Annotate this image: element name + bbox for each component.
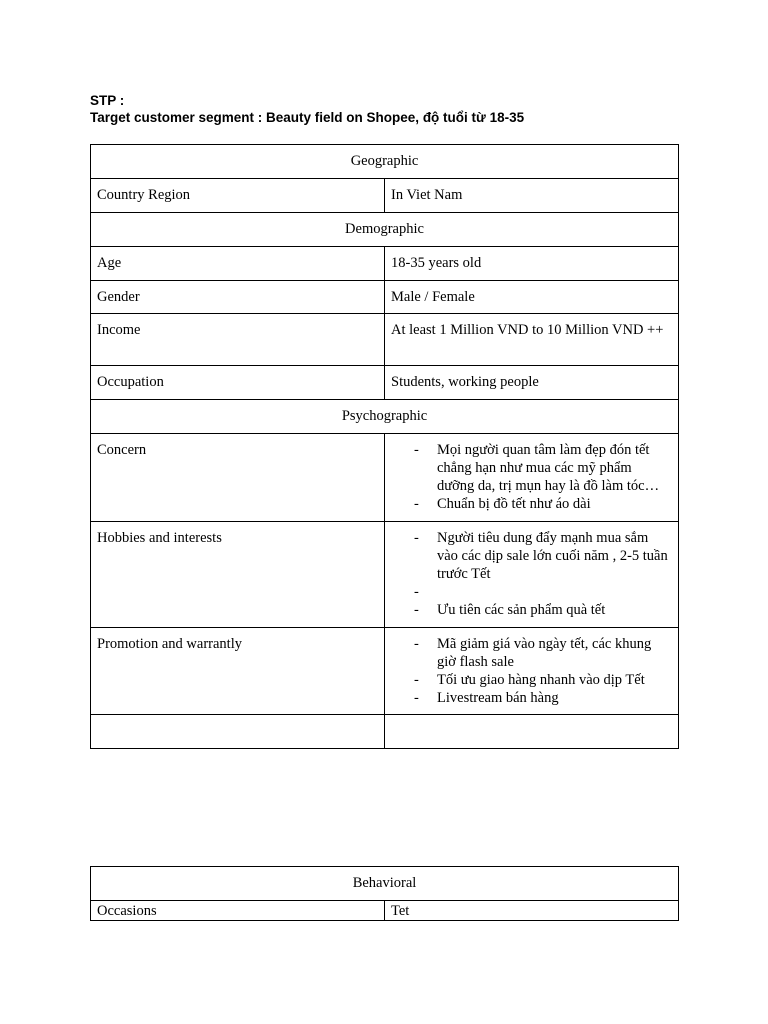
row-value-gender: Male / Female [385,281,679,314]
table-row [91,715,679,749]
row-value-promotion [385,628,679,715]
row-value-occupation: Students, working people [385,366,679,400]
table-row [91,522,679,628]
section-geographic: Geographic [91,145,679,179]
list-item: - Người tiêu dung đẩy mạnh mua sắm vào các dịp sale lớn cuối năm , 2-5 tuần trước Tết [437,529,672,583]
table-row [91,366,679,400]
table-row [91,281,679,314]
row-label-concern: Concern [91,434,385,522]
row-value-country: In Viet Nam [385,179,679,213]
list-item: - Mọi người quan tâm làm đẹp đón tết chẳng hạn như mua các mỹ phẩm dưỡng da, trị mụn hay là đồ làm tóc… [437,441,672,495]
segmentation-table [90,144,679,749]
row-label-age: Age [91,247,385,281]
table-row [91,400,679,434]
list-item: - Mã giảm giá vào ngày tết, các khung giờ flash sale [437,635,672,671]
row-label-occasions: Occasions [91,901,385,921]
behavioral-table [90,866,679,921]
list-item [437,583,672,601]
table-row [91,179,679,213]
table-row [91,628,679,715]
row-label-gender: Gender [91,281,385,314]
row-value-concern [385,434,679,522]
empty-cell [91,715,385,749]
table-row [91,314,679,366]
list-item: - Chuẩn bị đồ tết như áo dài [437,495,672,513]
table-row [91,247,679,281]
row-value-income: At least 1 Million VND to 10 Million VND ++ [385,314,679,366]
stp-heading: STP : [90,93,125,108]
table-row [91,145,679,179]
target-segment-heading: Target customer segment : Beauty field on Shopee, độ tuổi từ 18-35 [90,110,525,125]
table-row [91,867,679,901]
list-item: - Ưu tiên các sản phẩm quà tết [437,601,672,619]
row-label-country: Country Region [91,179,385,213]
row-value-age: 18-35 years old [385,247,679,281]
list-item: - Livestream bán hàng [437,689,672,707]
table-row [91,901,679,921]
row-label-income: Income [91,314,385,366]
row-value-hobbies [385,522,679,628]
row-label-occupation: Occupation [91,366,385,400]
section-psychographic: Psychographic [91,400,679,434]
table-row [91,213,679,247]
empty-cell [385,715,679,749]
row-value-occasions: Tet [385,901,679,921]
section-behavioral: Behavioral [91,867,679,901]
promotion-list [391,635,672,707]
row-label-promotion: Promotion and warrantly [91,628,385,715]
concern-list [391,441,672,513]
hobbies-list [391,529,672,619]
list-item: - Tối ưu giao hàng nhanh vào dịp Tết [437,671,672,689]
section-demographic: Demographic [91,213,679,247]
row-label-hobbies: Hobbies and interests [91,522,385,628]
table-row [91,434,679,522]
